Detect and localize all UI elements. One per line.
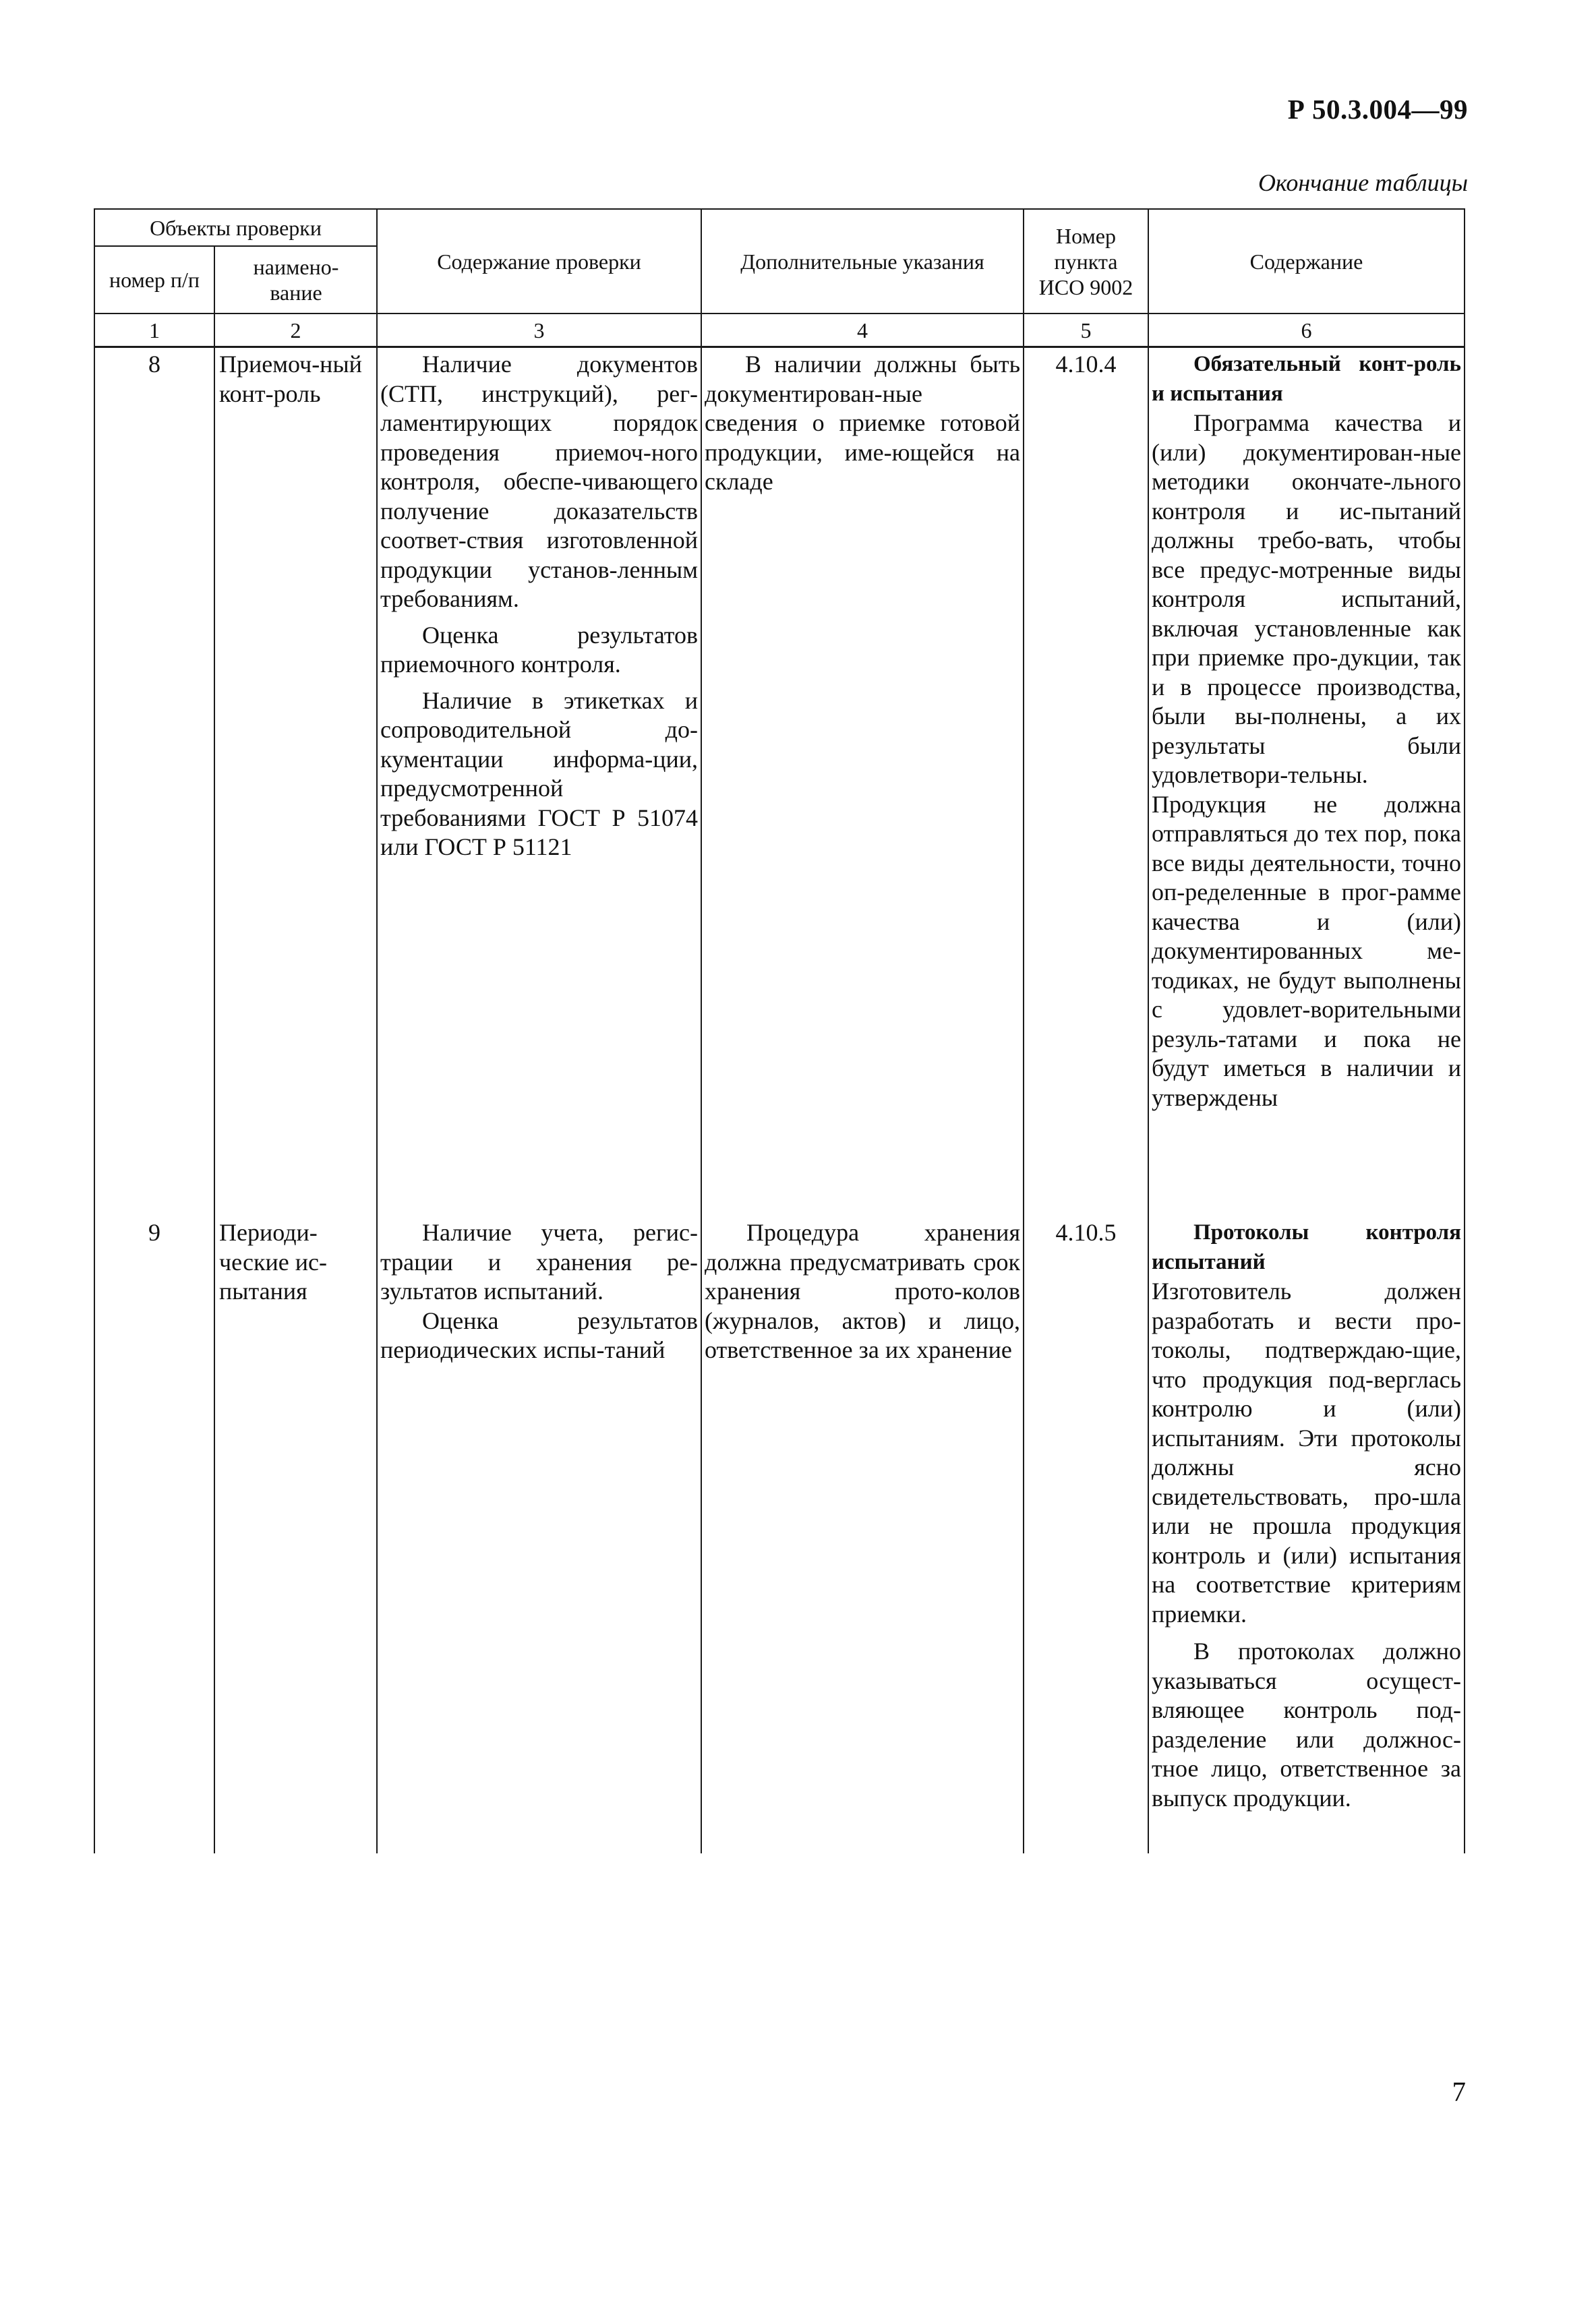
row-8-content-paragraph: Программа качества и (или) документирован-ные методики окончате-льного контроля и ис-пытаний должны требо-вать, чтобы все предус-мотренные виды контроля испытаний, включая установленные как при приемке про-дукции, так и в процессе производства, были вы-полнены, а их результаты были удовлетвори-тельны. Продукция не должна отправляться до тех пор, пока все виды деятельности, точно оп-ределенные в прог-рамме качества и (или) документированных ме-тодиках, не будут выполнены с удовлет-ворительными резуль-татами и пока не будут иметься в наличии и утверждены <box>1152 409 1461 1111</box>
row-9-name <box>219 1218 371 1307</box>
column-rule <box>1148 208 1149 1853</box>
header-additional-text: Дополнительные указания <box>740 249 984 274</box>
row-8-additional <box>705 350 1020 497</box>
row-9-check-paragraph: Наличие учета, регис-трации и хранения ре-зультатов испытаний. <box>380 1219 698 1305</box>
row-9-content-paragraph: Изготовитель должен разработать и вести про-токолы, подтверждаю-щие, что продукция под-верглась контролю и (или) испытаниям. Эти протоколы должны ясно свидетельствовать, про-шла или не прошла продукция контроль и (или) испытания на соответствие критериям приемки. <box>1152 1278 1461 1628</box>
row-9-additional <box>705 1218 1020 1365</box>
row-8-number: 8 <box>148 351 160 378</box>
column-number: 4 <box>857 318 868 342</box>
column-number: 1 <box>149 318 160 342</box>
header-content-text: Содержание <box>1249 249 1363 274</box>
document-code: Р 50.3.004—99 <box>1287 94 1468 125</box>
header-iso-item-text: Номер пункта ИСО 9002 <box>1038 223 1133 299</box>
row-8-content <box>1152 350 1461 1112</box>
column-rule <box>701 208 702 1853</box>
column-rule <box>214 245 215 1853</box>
row-8-name <box>219 350 371 409</box>
inspection-table <box>94 208 1465 1853</box>
header-name <box>218 247 374 313</box>
header-objects-group-text: Объекты проверки <box>150 215 322 240</box>
page-number: 7 <box>1452 2076 1466 2107</box>
row-8-content-title: Обязательный конт-роль и испытания <box>1152 352 1461 406</box>
row-9-content-paragraph: В протоколах должно указываться осущест-вляющее контроль под-разделение или должнос-тное лицо, ответственное за выпуск продукции. <box>1152 1638 1461 1812</box>
header-additional <box>702 210 1023 313</box>
header-number-text: номер п/п <box>109 268 200 292</box>
header-name-text: наимено-вание <box>253 255 339 305</box>
header-content-check-text: Содержание проверки <box>437 249 641 274</box>
column-number: 5 <box>1080 318 1092 342</box>
row-8-check-paragraph: Наличие документов (СТП, инструкций), рег-ламентирующих порядок проведения приемоч-ного контроля, обеспе-чивающего получение доказательств соответ-ствия изготовленной продукции установ-ленным требованиям. <box>380 351 698 612</box>
header-content <box>1149 210 1464 313</box>
column-number: 2 <box>290 318 301 342</box>
row-8-check <box>380 350 698 862</box>
row-9-content-title: Протоколы контроля испытаний <box>1152 1220 1461 1274</box>
row-9-additional-text: Процедура хранения должна предусматривать срок хранения прото-колов (журналов, актов) и лицо, ответственное за их хранение <box>705 1219 1020 1363</box>
header-number <box>98 247 211 313</box>
column-rule <box>1464 208 1465 1853</box>
column-rule <box>1023 208 1024 1853</box>
row-9-iso-item: 4.10.5 <box>1055 1219 1117 1246</box>
header-iso-item <box>1024 210 1148 313</box>
row-9-check <box>380 1218 698 1365</box>
row-8-additional-text: В наличии должны быть документирован-ные сведения о приемке готовой продукции, име-ющейся на складе <box>705 351 1020 495</box>
row-9-check-paragraph: Оценка результатов периодических испы-таний <box>380 1307 698 1363</box>
row-8-iso-item: 4.10.4 <box>1055 351 1117 378</box>
column-number: 3 <box>533 318 545 342</box>
header-objects-group <box>95 210 376 245</box>
row-9-content <box>1152 1218 1461 1813</box>
row-9-number: 9 <box>148 1219 160 1246</box>
row-8-check-paragraph: Наличие в этикетках и сопроводительной до-кументации информа-ции, предусмотренной требованиями ГОСТ Р 51074 или ГОСТ Р 51121 <box>380 686 698 860</box>
row-8-name-text: Приемоч-ный конт-роль <box>219 351 362 407</box>
table-caption: Окончание таблицы <box>1258 169 1468 196</box>
column-number: 6 <box>1301 318 1312 342</box>
column-rule <box>94 208 95 1853</box>
header-content-check <box>378 210 701 313</box>
column-rule <box>376 208 378 1853</box>
row-9-name-text: Периоди-ческие ис-пытания <box>219 1219 327 1305</box>
row-8-check-paragraph: Оценка результатов приемочного контроля. <box>380 621 698 678</box>
